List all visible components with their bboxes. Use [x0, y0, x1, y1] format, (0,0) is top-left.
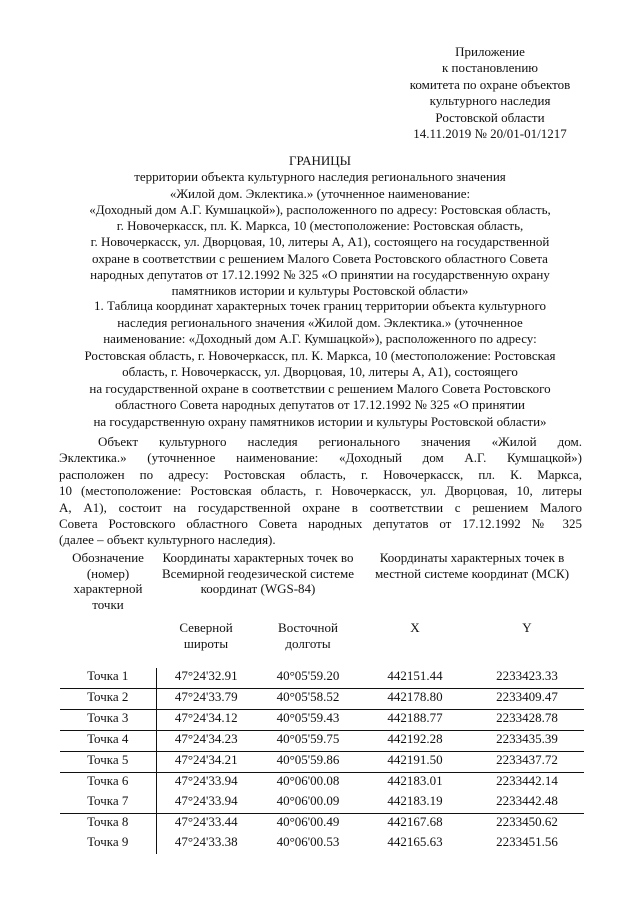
cell-east-lon: 40°05'59.75 — [256, 731, 360, 752]
cell-point: Точка 8 — [60, 814, 156, 835]
cell-north-lat: 47°24'33.94 — [156, 773, 256, 794]
cell-east-lon: 40°05'58.52 — [256, 689, 360, 710]
heading-line: охране в соответствии с решением Малого Совета Ростовского областного Совета — [92, 250, 548, 266]
heading-line: народных депутатов от 17.12.1992 № 325 «О принятии на государственную охрану — [90, 267, 550, 283]
cell-north-lat: 47°24'32.91 — [174, 668, 238, 683]
header-msk: Координаты характерных точек в местной системе координат (МСК) — [374, 550, 570, 581]
cell-y: 2233437.72 — [470, 752, 584, 773]
cell-y: 2233428.78 — [470, 710, 584, 731]
table-row — [60, 793, 584, 814]
cell-y: 2233409.47 — [470, 689, 584, 710]
cell-point: Точка 4 — [60, 731, 156, 752]
heading-line: г. Новочеркасск, ул. Дворцовая, 10, литеры А, А1), состоящего на государственной — [90, 234, 550, 250]
subheader-north: Северной широты — [179, 620, 233, 651]
cell-x: 442192.28 — [360, 731, 470, 752]
cell-point: Точка 1 — [60, 668, 156, 689]
subheader-east: Восточной долготы — [278, 620, 338, 651]
cell-y: 2233442.14 — [470, 773, 584, 794]
appendix-line: Ростовской области — [435, 109, 545, 125]
cell-point: Точка 3 — [60, 710, 156, 731]
table-header-row — [60, 550, 584, 620]
header-designation: Обозначение (номер) характерной точки — [72, 550, 144, 612]
cell-x: 442183.01 — [360, 773, 470, 794]
appendix-line: культурного наследия — [429, 93, 551, 109]
paragraph-line: А, А1), состоит на государственной охране в соответствии с решением Малого — [59, 499, 582, 515]
heading-line: г. Новочеркасск, пл. К. Маркса, 10 (местоположение: Ростовская область, — [116, 218, 524, 234]
heading-line: территории объекта культурного наследия регионального значения — [134, 169, 506, 185]
cell-east-lon: 40°05'59.86 — [256, 752, 360, 773]
coordinates-table — [60, 550, 584, 854]
cell-x: 442167.68 — [360, 814, 470, 835]
section-line: Ростовская область, г. Новочеркасск, пл. К. Маркса, 10 (местоположение: Ростовская — [84, 347, 556, 363]
section-line: 1. Таблица координат характерных точек границ территории объекта культурного — [94, 298, 546, 313]
table-row — [60, 689, 584, 710]
cell-x: 442165.63 — [387, 834, 443, 849]
cell-y: 2233442.48 — [496, 793, 558, 808]
cell-north-lat: 47°24'34.12 — [156, 710, 256, 731]
object-description-paragraph — [59, 434, 582, 549]
table-row — [60, 710, 584, 731]
cell-x: 442178.80 — [360, 689, 470, 710]
cell-y: 2233451.56 — [496, 834, 558, 849]
table-row — [60, 773, 584, 794]
paragraph-line: Объект культурного наследия регионального значения «Жилой дом. — [98, 434, 582, 449]
subheader-y: Y — [522, 620, 532, 635]
section-line: область, г. Новочеркасск, ул. Дворцовая, 10, литеры А, А1), состоящего — [122, 364, 518, 379]
cell-point: Точка 2 — [60, 689, 156, 710]
cell-east-lon: 40°06'00.09 — [276, 793, 340, 808]
cell-x: 442191.50 — [360, 752, 470, 773]
cell-north-lat: 47°24'33.94 — [174, 793, 238, 808]
cell-point: Точка 5 — [60, 752, 156, 773]
section-line: на государственной охране в соответствии с решением Малого Совета Ростовского — [89, 380, 551, 396]
heading-title: ГРАНИЦЫ — [289, 153, 351, 168]
table-row — [60, 752, 584, 773]
table-row — [60, 731, 584, 752]
table-subheader-row — [60, 620, 584, 668]
cell-north-lat: 47°24'33.79 — [156, 689, 256, 710]
heading-line: «Доходный дом А.Г. Кумшацкой»), расположенного по адресу: Ростовская область, — [89, 201, 551, 217]
appendix-date-number: 14.11.2019 № 20/01-01/1217 — [413, 126, 567, 142]
boundaries-heading — [40, 153, 600, 300]
paragraph-line: Эклектика.» (уточненное наименование: «Доходный дом А.Г. Кумшацкой») — [59, 450, 582, 466]
cell-north-lat: 47°24'33.44 — [156, 814, 256, 835]
subheader-empty — [60, 620, 156, 668]
cell-north-lat: 47°24'34.23 — [156, 731, 256, 752]
table-row — [60, 668, 584, 689]
subheader-x: X — [410, 620, 420, 635]
cell-point: Точка 6 — [60, 773, 156, 794]
section-line: областного Совета народных депутатов от 17.12.1992 № 325 «О принятии — [115, 397, 525, 412]
cell-x: 442151.44 — [387, 668, 443, 683]
table-row — [60, 834, 584, 854]
header-wgs84: Координаты характерных точек во Всемирной геодезической системе координат (WGS-84) — [161, 550, 355, 596]
paragraph-line: 10 (местоположение: Ростовская область, г. Новочеркасск, ул. Дворцовая, 10, литеры — [59, 483, 582, 499]
cell-point: Точка 7 — [60, 793, 156, 814]
appendix-line: комитета по охране объектов — [409, 76, 571, 92]
cell-y: 2233450.62 — [470, 814, 584, 835]
heading-line: «Жилой дом. Эклектика.» (уточненное наименование: — [169, 185, 471, 201]
section-line: наименование: «Доходный дом А.Г. Кумшацкой»), расположенного по адресу: — [103, 331, 537, 346]
cell-north-lat: 47°24'34.21 — [156, 752, 256, 773]
cell-east-lon: 40°06'00.08 — [256, 773, 360, 794]
section-1-title — [40, 298, 600, 430]
cell-point: Точка 9 — [60, 834, 156, 854]
appendix-line: к постановлению — [441, 60, 539, 76]
cell-east-lon: 40°05'59.20 — [276, 668, 340, 683]
cell-y: 2233435.39 — [470, 731, 584, 752]
cell-east-lon: 40°06'00.53 — [276, 834, 340, 849]
cell-y: 2233423.33 — [496, 668, 558, 683]
appendix-block — [380, 44, 600, 142]
appendix-line: Приложение — [455, 44, 525, 59]
paragraph-line: расположен по адресу: Ростовская область, г. Новочеркасск, пл. К. Маркса, — [59, 466, 582, 482]
cell-x: 442183.19 — [387, 793, 443, 808]
table-row — [60, 814, 584, 835]
cell-x: 442188.77 — [360, 710, 470, 731]
cell-east-lon: 40°05'59.43 — [256, 710, 360, 731]
cell-north-lat: 47°24'33.38 — [174, 834, 238, 849]
section-line: на государственную охрану памятников истории и культуры Ростовской области» — [93, 413, 547, 429]
paragraph-line: Совета Ростовского областного Совета народных депутатов от 17.12.1992 № 325 — [59, 515, 582, 531]
heading-line: памятников истории и культуры Ростовской области» — [171, 283, 469, 299]
paragraph-line: (далее – объект культурного наследия). — [59, 532, 276, 548]
cell-east-lon: 40°06'00.49 — [256, 814, 360, 835]
section-line: наследия регионального значения «Жилой дом. Эклектика.» (уточненное — [117, 314, 523, 330]
